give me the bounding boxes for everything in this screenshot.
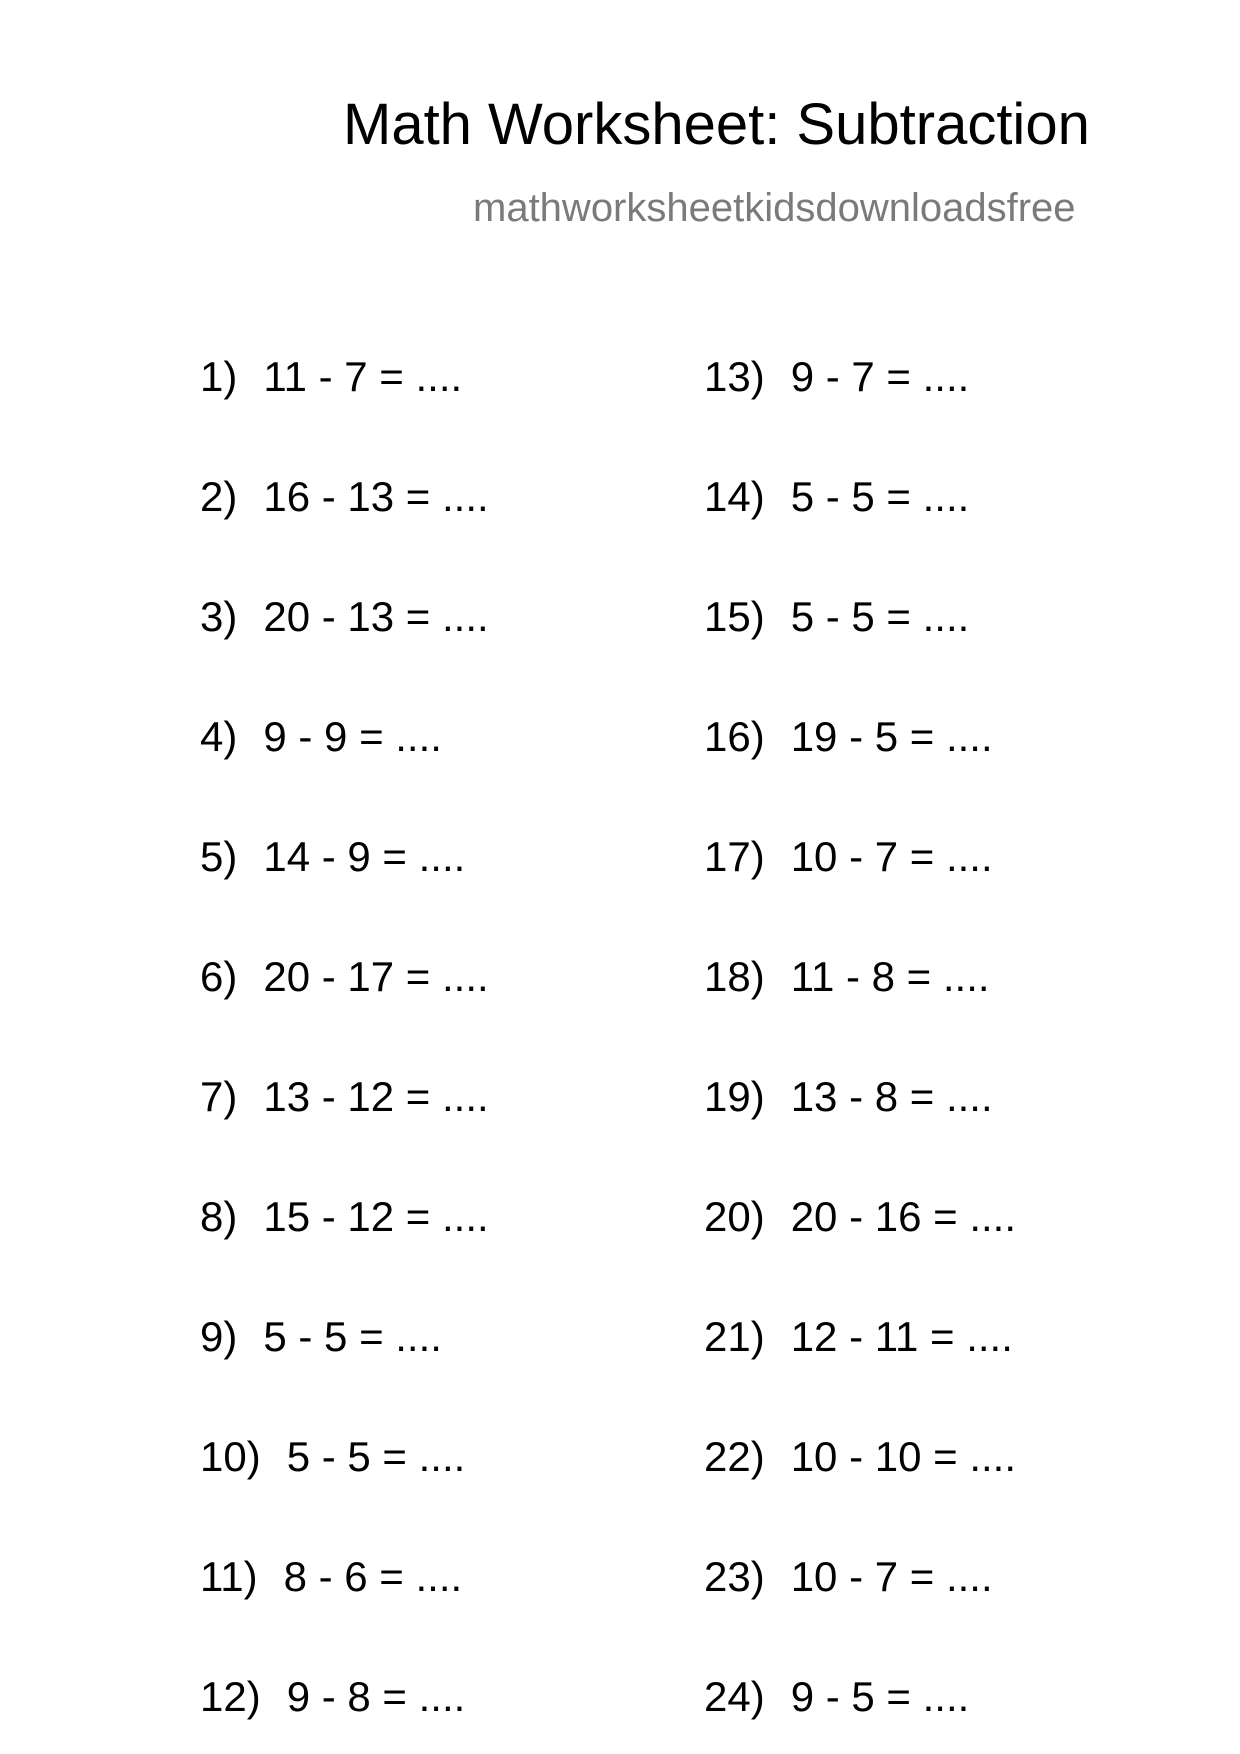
problem-expression: 12 - 11 = .... bbox=[790, 1313, 1013, 1360]
problem-expression: 5 - 5 = .... bbox=[790, 593, 970, 640]
worksheet-title: Math Worksheet: Subtraction bbox=[343, 92, 1090, 157]
problem-number: 21) bbox=[704, 1313, 765, 1360]
problem-item bbox=[200, 1555, 462, 1599]
problem-expression: 9 - 7 = .... bbox=[790, 353, 970, 400]
problem-number: 23) bbox=[704, 1553, 765, 1600]
problem-item bbox=[200, 595, 489, 639]
problem-item bbox=[704, 715, 993, 759]
problem-expression: 20 - 13 = .... bbox=[263, 593, 489, 640]
problem-expression: 11 - 7 = .... bbox=[263, 353, 463, 400]
problem-number: 20) bbox=[704, 1193, 765, 1240]
problem-item bbox=[704, 355, 969, 399]
problem-expression: 8 - 6 = .... bbox=[283, 1553, 463, 1600]
problem-number: 5) bbox=[200, 833, 238, 880]
problem-item bbox=[704, 595, 969, 639]
problem-number: 12) bbox=[200, 1673, 261, 1720]
problem-number: 22) bbox=[704, 1433, 765, 1480]
problem-expression: 20 - 16 = .... bbox=[790, 1193, 1017, 1240]
problem-item bbox=[200, 355, 462, 399]
problem-number: 4) bbox=[200, 713, 238, 760]
problem-expression: 13 - 8 = .... bbox=[790, 1073, 993, 1120]
problem-item bbox=[200, 835, 465, 879]
problem-number: 18) bbox=[704, 953, 765, 1000]
problem-number: 7) bbox=[200, 1073, 238, 1120]
problem-expression: 10 - 7 = .... bbox=[790, 1553, 993, 1600]
problem-item bbox=[200, 1075, 489, 1119]
problem-item bbox=[704, 1195, 1016, 1239]
problem-item bbox=[200, 955, 489, 999]
problem-number: 1) bbox=[200, 353, 238, 400]
problem-number: 14) bbox=[704, 473, 765, 520]
problem-number: 24) bbox=[704, 1673, 765, 1720]
problem-expression: 14 - 9 = .... bbox=[263, 833, 466, 880]
problem-item bbox=[704, 835, 993, 879]
problem-item bbox=[200, 1435, 465, 1479]
problem-expression: 9 - 9 = .... bbox=[263, 713, 442, 760]
problem-number: 9) bbox=[200, 1313, 238, 1360]
problem-item bbox=[200, 1195, 489, 1239]
problem-expression: 19 - 5 = .... bbox=[790, 713, 993, 760]
worksheet-subtitle: mathworksheetkidsdownloadsfree bbox=[473, 186, 1076, 230]
problem-item bbox=[704, 1555, 993, 1599]
problem-item bbox=[704, 1315, 1013, 1359]
problem-expression: 10 - 10 = .... bbox=[790, 1433, 1017, 1480]
problem-expression: 15 - 12 = .... bbox=[263, 1193, 489, 1240]
problem-number: 8) bbox=[200, 1193, 238, 1240]
problem-number: 13) bbox=[704, 353, 765, 400]
problem-item bbox=[704, 1075, 993, 1119]
problem-number: 6) bbox=[200, 953, 238, 1000]
problem-item bbox=[200, 475, 489, 519]
problem-number: 15) bbox=[704, 593, 765, 640]
problem-number: 11) bbox=[200, 1553, 258, 1600]
problem-expression: 11 - 8 = .... bbox=[790, 953, 990, 1000]
problem-number: 10) bbox=[200, 1433, 261, 1480]
problem-number: 3) bbox=[200, 593, 238, 640]
problem-expression: 13 - 12 = .... bbox=[263, 1073, 489, 1120]
problem-item bbox=[200, 715, 442, 759]
problem-expression: 10 - 7 = .... bbox=[790, 833, 993, 880]
problem-expression: 20 - 17 = .... bbox=[263, 953, 489, 1000]
problem-expression: 5 - 5 = .... bbox=[790, 473, 970, 520]
problem-expression: 5 - 5 = .... bbox=[286, 1433, 466, 1480]
problem-item bbox=[200, 1315, 442, 1359]
problem-item bbox=[704, 955, 990, 999]
problem-number: 19) bbox=[704, 1073, 765, 1120]
problem-item bbox=[704, 1675, 969, 1719]
problem-item bbox=[200, 1675, 465, 1719]
problem-number: 16) bbox=[704, 713, 765, 760]
problem-expression: 9 - 5 = .... bbox=[790, 1673, 970, 1720]
problem-expression: 16 - 13 = .... bbox=[263, 473, 489, 520]
problem-expression: 5 - 5 = .... bbox=[263, 1313, 442, 1360]
problem-expression: 9 - 8 = .... bbox=[286, 1673, 466, 1720]
problem-item bbox=[704, 1435, 1016, 1479]
problem-item bbox=[704, 475, 969, 519]
problem-number: 17) bbox=[704, 833, 765, 880]
problem-number: 2) bbox=[200, 473, 238, 520]
